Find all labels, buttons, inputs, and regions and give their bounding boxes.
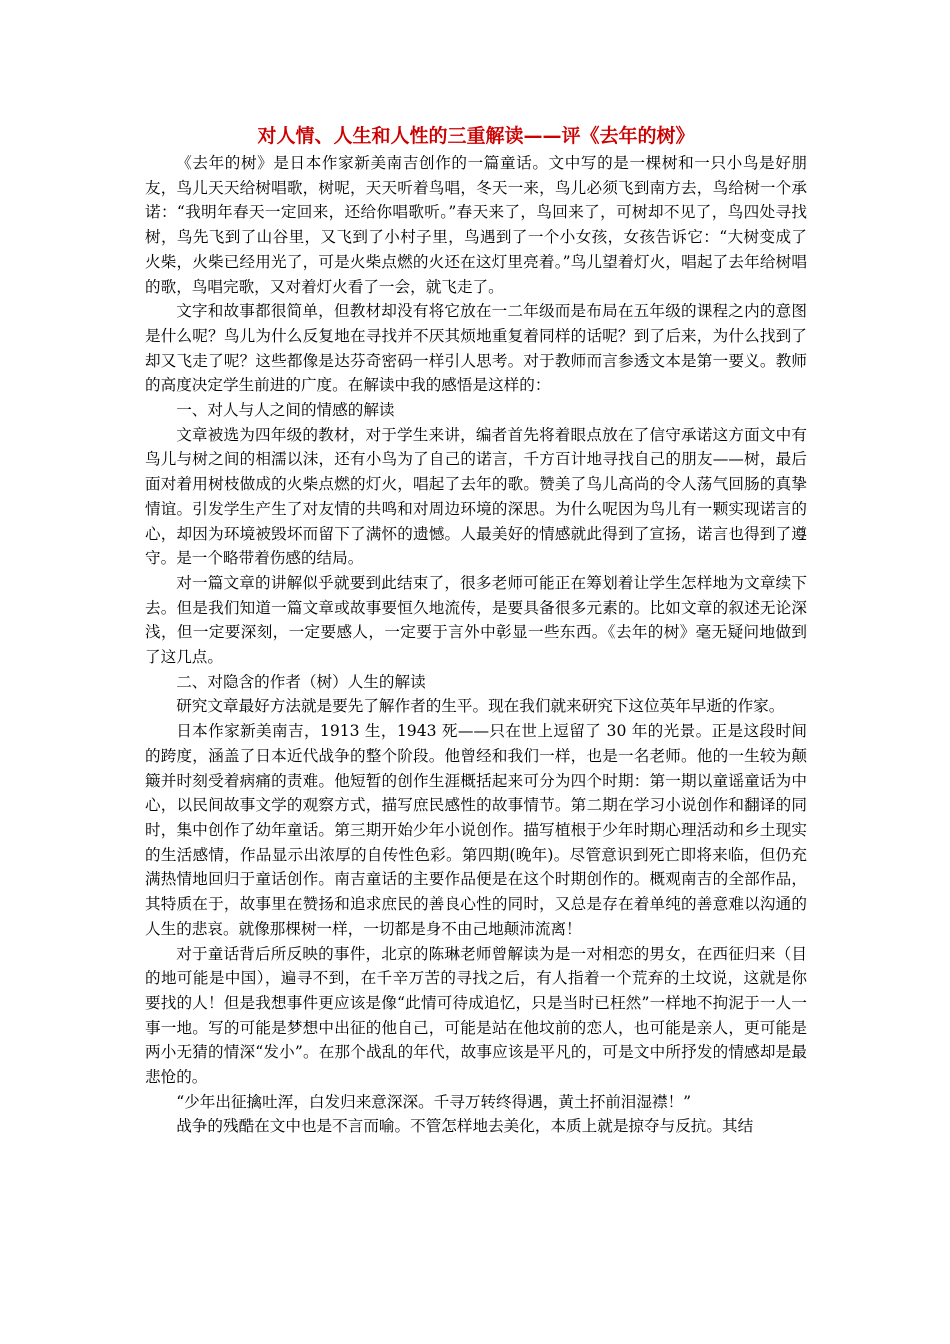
section-heading: 一、对人与人之间的情感的解读 xyxy=(176,401,395,420)
paragraph: 对一篇文章的讲解似乎就要到此结束了，很多老师可能正在筹划着让学生怎样地为文章续下去。但是我们知道一篇文章或故事要恒久地流传，是要具备很多元素的。比如文章的叙述无论深浅，但一定要深刻，一定要感人，一定要于言外中彰显一些东西。《去年的树》毫无疑问地做到了这几点。 xyxy=(145,573,807,667)
document-title: 对人情、人生和人性的三重解读——评《去年的树》 xyxy=(257,125,695,147)
document-page xyxy=(145,121,807,1139)
paragraph: 对于童话背后所反映的事件，北京的陈琳老师曾解读为是一对相恋的男女，在西征归来（目的地可能是中国），遍寻不到，在千辛万苦的寻找之后，有人指着一个荒弃的土坟说，这就是你要找的人！但是我想事件更应该是像“此情可待成追忆，只是当时已枉然”一样地不拘泥于一人一事一地。写的可能是梦想中出征的他自己，可能是站在他坟前的恋人，也可能是亲人，更可能是两小无猜的情深“发小”。在那个战乱的年代，故事应该是平凡的，可是文中所抒发的情感却是最悲怆的。 xyxy=(145,944,807,1087)
poem-quote: “少年出征擒吐浑，白发归来意深深。千寻万转终得遇，黄土抔前泪湿襟！” xyxy=(176,1092,692,1111)
section-heading: 二、对隐含的作者（树）人生的解读 xyxy=(176,672,426,691)
document-body xyxy=(145,151,807,1139)
paragraph: 文章被选为四年级的教材，对于学生来讲，编者首先将着眼点放在了信守承诺这方面文中有鸟儿与树之间的相濡以沫，还有小鸟为了自己的诺言，千方百计地寻找自己的朋友——树，最后面对着用树枝做成的火柴点燃的灯火，唱起了去年的歌。赞美了鸟儿高尚的令人荡气回肠的真挚情谊。引发学生产生了对友情的共鸣和对周边环境的深思。为什么呢因为鸟儿有一颗实现诺言的心，却因为环境被毁坏而留下了满怀的遗憾。人最美好的情感就此得到了宣扬，诺言也得到了遵守。是一个略带着伤感的结局。 xyxy=(145,425,807,568)
paragraph: 《去年的树》是日本作家新美南吉创作的一篇童话。文中写的是一棵树和一只小鸟是好朋友，鸟儿天天给树唱歌，树呢，天天听着鸟唱，冬天一来，鸟儿必须飞到南方去，鸟给树一个承诺：“我明年春天一定回来，还给你唱歌听。”春天来了，鸟回来了，可树却不见了，鸟四处寻找树，鸟先飞到了山谷里，又飞到了小村子里，鸟遇到了一个小女孩，女孩告诉它：“大树变成了火柴，火柴已经用光了，可是火柴点燃的火还在这灯里亮着。”鸟儿望着灯火，唱起了去年给树唱的歌，鸟唱完歌，又对着灯火看了一会，就飞走了。 xyxy=(145,154,807,296)
paragraph: 战争的残酷在文中也是不言而喻。不管怎样地去美化，本质上就是掠夺与反抗。其结 xyxy=(176,1117,754,1136)
paragraph: 文字和故事都很简单，但教材却没有将它放在一二年级而是布局在五年级的课程之内的意图是什么呢？鸟儿为什么反复地在寻找并不厌其烦地重复着同样的话呢？到了后来，为什么找到了却又飞走了呢？这些都像是达芬奇密码一样引人思考。对于教师而言参透文本是第一要义。教师的高度决定学生前进的广度。在解读中我的感悟是这样的： xyxy=(145,302,807,395)
paragraph: 日本作家新美南吉，1913 生，1943 死——只在世上逗留了 30 年的光景。正是这段时间的跨度，涵盖了日本近代战争的整个阶段。他曾经和我们一样，也是一名老师。他的一生较为颠簸并时刻受着病痛的责难。他短暂的创作生涯概括起来可分为四个时期：第一期以童谣童话为中心，以民间故事文学的观察方式，描写庶民感性的故事情节。第二期在学习小说创作和翻译的同时，集中创作了幼年童话。第三期开始少年小说创作。描写植根于少年时期心理活动和乡土现实的生活感情，作品显示出浓厚的自传性色彩。第四期(晚年)。尽管意识到死亡即将来临，但仍充满热情地回归于童话创作。南吉童话的主要作品便是在这个时期创作的。概观南吉的全部作品，其特质在于，故事里在赞扬和追求庶民的善良心性的同时，又总是存在着单纯的善意难以沟通的人生的悲哀。就像那棵树一样，一切都是身不由己地颠沛流离！ xyxy=(145,722,807,938)
paragraph: 研究文章最好方法就是要先了解作者的生平。现在我们就来研究下这位英年早逝的作家。 xyxy=(176,697,785,716)
